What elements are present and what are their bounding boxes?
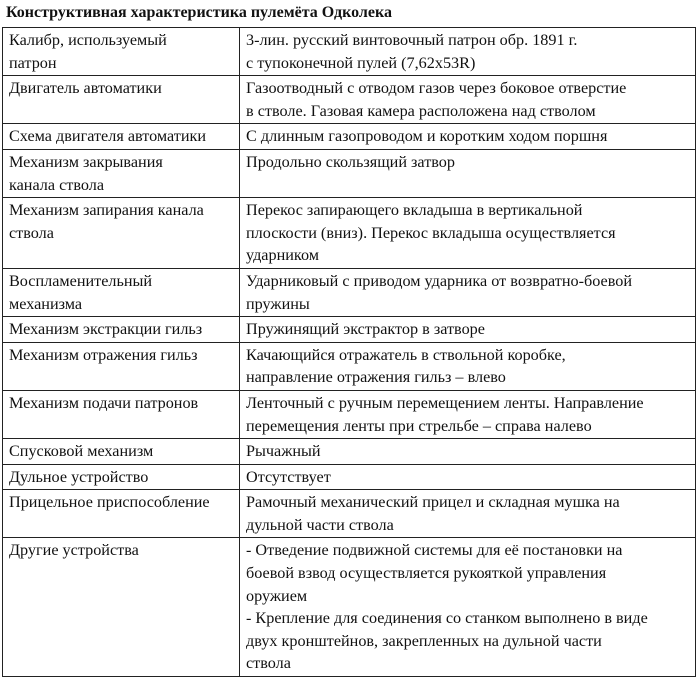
param-text-line: Механизм подачи патронов <box>9 393 199 412</box>
param-cell <box>3 439 240 465</box>
value-text-line: с тупоконечной пулей (7,62х53R) <box>246 53 476 72</box>
param-cell <box>3 124 240 150</box>
value-text-line: Пружинящий экстрактор в затворе <box>246 320 485 339</box>
value-text-line: Продольно скользящий затвор <box>246 152 455 171</box>
value-text-line: оружием <box>246 586 308 605</box>
value-cell <box>240 390 696 438</box>
param-cell <box>3 538 240 677</box>
value-cell <box>240 464 696 490</box>
value-text-line: Ленточный с ручным перемещением ленты. Направление <box>246 393 644 412</box>
param-text-line: Механизм отражения гильз <box>9 345 198 364</box>
param-text-line: канала ствола <box>9 175 105 194</box>
param-text-line: Схема двигателя автоматики <box>9 127 207 146</box>
param-text-line: Воспламенительный <box>9 271 153 290</box>
value-text-line: двух кронштейнов, закрепленных на дульной части <box>246 631 602 650</box>
spec-table-body <box>3 28 696 677</box>
table-title: Конструктивная характеристика пулемёта Одколека <box>6 4 392 21</box>
value-text-line: Газоотводный с отводом газов через боковое отверстие <box>246 79 627 98</box>
param-text-line: Механизм закрывания <box>9 152 163 171</box>
table-row <box>3 439 696 465</box>
param-cell <box>3 198 240 269</box>
param-cell <box>3 390 240 438</box>
table-row <box>3 28 696 76</box>
table-row <box>3 538 696 677</box>
value-text-line: направление отражения гильз – влево <box>246 368 506 387</box>
param-cell <box>3 342 240 390</box>
param-cell <box>3 28 240 76</box>
value-cell <box>240 149 696 197</box>
value-cell <box>240 439 696 465</box>
table-row <box>3 464 696 490</box>
value-text-line: 3-лин. русский винтовочный патрон обр. 1891 г. <box>246 31 578 49</box>
param-text-line: Прицельное приспособление <box>9 493 210 512</box>
value-cell <box>240 538 696 677</box>
table-row <box>3 342 696 390</box>
table-row <box>3 490 696 538</box>
param-cell <box>3 490 240 538</box>
table-row <box>3 390 696 438</box>
value-text-line: пружины <box>246 294 310 313</box>
value-text-line: перемещения ленты при стрельбе – справа налево <box>246 416 592 435</box>
table-row <box>3 76 696 124</box>
param-cell <box>3 149 240 197</box>
value-text-line: С длинным газопроводом и коротким ходом поршня <box>246 127 608 146</box>
value-cell <box>240 268 696 316</box>
value-text-line: Перекос запирающего вкладыша в вертикальной <box>246 201 583 220</box>
spec-table <box>2 27 696 677</box>
value-cell <box>240 124 696 150</box>
value-text-line: плоскости (вниз). Перекос вкладыша осуществляется <box>246 223 616 242</box>
param-text-line: Двигатель автоматики <box>9 79 162 98</box>
param-cell <box>3 317 240 343</box>
param-text-line: Калибр, используемый <box>9 31 167 49</box>
table-row <box>3 149 696 197</box>
param-text-line: механизма <box>9 294 83 313</box>
value-text-line: ствола <box>246 654 291 673</box>
param-text-line: Механизм запирания канала <box>9 201 204 220</box>
param-text-line: Дульное устройство <box>9 467 149 486</box>
param-text-line: Спусковой механизм <box>9 442 154 461</box>
param-text-line: ствола <box>9 223 54 242</box>
value-cell <box>240 198 696 269</box>
param-cell <box>3 76 240 124</box>
table-row <box>3 268 696 316</box>
value-cell <box>240 342 696 390</box>
value-text-line: дульной части ствола <box>246 515 394 534</box>
value-cell <box>240 76 696 124</box>
value-text-line: - Крепление для соединения со станком выполнено в виде <box>246 609 648 628</box>
table-row <box>3 317 696 343</box>
param-cell <box>3 464 240 490</box>
value-text-line: в стволе. Газовая камера расположена над стволом <box>246 101 596 120</box>
value-text-line: боевой взвод осуществляется рукояткой управления <box>246 564 607 583</box>
param-cell <box>3 268 240 316</box>
value-text-line: Качающийся отражатель в ствольной коробке, <box>246 345 566 364</box>
param-text-line: патрон <box>9 53 57 72</box>
value-text-line: Рамочный механический прицел и складная мушка на <box>246 493 620 512</box>
value-text-line: - Отведение подвижной системы для её постановки на <box>246 541 623 560</box>
param-text-line: Механизм экстракции гильз <box>9 320 203 339</box>
value-text-line: ударником <box>246 246 319 265</box>
table-row <box>3 124 696 150</box>
value-cell <box>240 317 696 343</box>
value-cell <box>240 28 696 76</box>
value-cell <box>240 490 696 538</box>
value-text-line: Отсутствует <box>246 467 331 486</box>
value-text-line: Ударниковый с приводом ударника от возвратно-боевой <box>246 271 633 290</box>
value-text-line: Рычажный <box>246 442 321 461</box>
param-text-line: Другие устройства <box>9 541 139 560</box>
table-row <box>3 198 696 269</box>
